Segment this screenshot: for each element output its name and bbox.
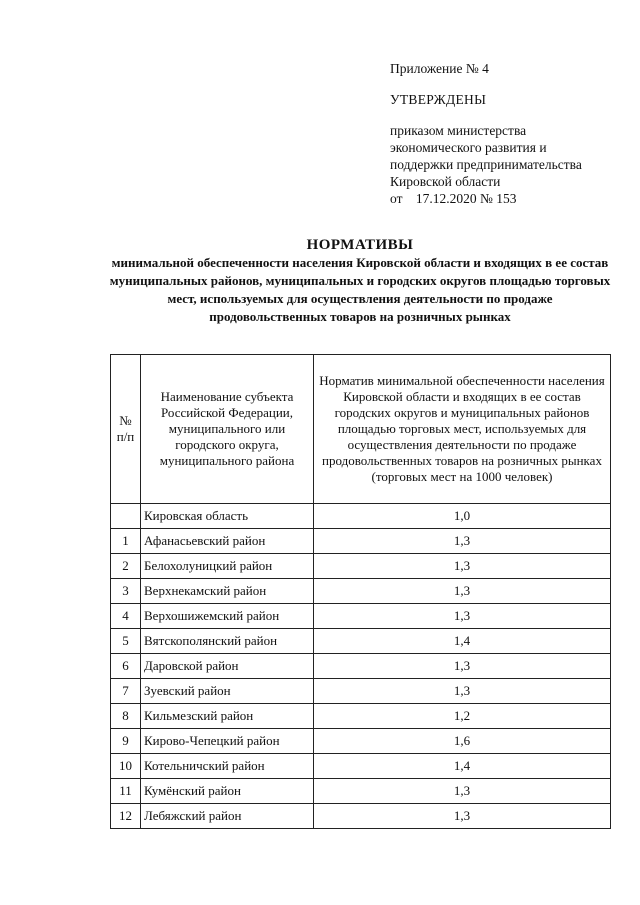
order-line: экономического развития и <box>390 140 547 155</box>
table-row <box>111 629 611 654</box>
row-value: 1,3 <box>314 804 611 829</box>
order-line: приказом министерства <box>390 123 527 138</box>
row-name: Верхнекамский район <box>141 579 314 604</box>
row-name: Котельничский район <box>141 754 314 779</box>
row-number: 9 <box>111 729 141 754</box>
approved-heading: УТВЕРЖДЕНЫ <box>390 92 487 107</box>
row-number: 1 <box>111 529 141 554</box>
row-value: 1,3 <box>314 604 611 629</box>
row-name: Белохолуницкий район <box>141 554 314 579</box>
row-value: 1,3 <box>314 579 611 604</box>
table-row <box>111 729 611 754</box>
appendix-number: Приложение № 4 <box>390 61 489 76</box>
row-value: 1,3 <box>314 529 611 554</box>
table-row <box>111 654 611 679</box>
order-date-prefix: от <box>390 191 403 206</box>
order-line: Кировской области <box>390 174 501 189</box>
order-line: поддержки предпринимательства <box>390 157 582 172</box>
row-number: 3 <box>111 579 141 604</box>
row-name: Афанасьевский район <box>141 529 314 554</box>
document-title <box>108 236 612 326</box>
row-value: 1,3 <box>314 554 611 579</box>
row-name: Кирово-Чепецкий район <box>141 729 314 754</box>
row-value: 1,3 <box>314 654 611 679</box>
row-number: 11 <box>111 779 141 804</box>
title-main: НОРМАТИВЫ <box>306 237 414 253</box>
row-name: Верхошижемский район <box>141 604 314 629</box>
row-number: 4 <box>111 604 141 629</box>
table-row <box>111 529 611 554</box>
table-row <box>111 604 611 629</box>
row-value: 1,3 <box>314 779 611 804</box>
approval-block <box>390 60 630 207</box>
table-row <box>111 579 611 604</box>
order-date: 17.12.2020 № 153 <box>415 191 517 206</box>
row-value: 1,6 <box>314 729 611 754</box>
table-row <box>111 554 611 579</box>
row-name: Зуевский район <box>141 679 314 704</box>
header-norm: Норматив минимальной обеспеченности населения Кировской области и входящих в ее состав городских округов и муниципальных районов площадью торговых мест, используемых для осуществления деятельности по продаже продовольственных товаров на розничных рынках (торговых мест на 1000 человек) <box>314 355 611 504</box>
row-name: Даровской район <box>141 654 314 679</box>
header-number: № п/п <box>111 355 141 504</box>
row-value: 1,2 <box>314 704 611 729</box>
order-date-line <box>390 190 630 207</box>
table-row <box>111 504 611 529</box>
table-row <box>111 704 611 729</box>
row-name: Кумёнский район <box>141 779 314 804</box>
row-value: 1,4 <box>314 629 611 654</box>
header-name: Наименование субъекта Российской Федерации, муниципального или городского округа, муниципального района <box>141 355 314 504</box>
row-name: Вятскополянский район <box>141 629 314 654</box>
row-number: 8 <box>111 704 141 729</box>
row-number <box>111 504 141 529</box>
norms-table <box>110 354 611 829</box>
row-name: Кильмезский район <box>141 704 314 729</box>
row-value: 1,3 <box>314 679 611 704</box>
table-row <box>111 754 611 779</box>
row-name: Лебяжский район <box>141 804 314 829</box>
row-number: 2 <box>111 554 141 579</box>
row-number: 10 <box>111 754 141 779</box>
title-subtitle: минимальной обеспеченности населения Кировской области и входящих в ее состав муниципальных районов, муниципальных и городских округов площадью торговых мест, используемых для осуществления деятельности по продаже продовольственных товаров на розничных рынках <box>109 255 611 324</box>
table-row <box>111 779 611 804</box>
row-number: 7 <box>111 679 141 704</box>
table-row <box>111 804 611 829</box>
row-value: 1,0 <box>314 504 611 529</box>
row-number: 6 <box>111 654 141 679</box>
row-name: Кировская область <box>141 504 314 529</box>
row-number: 12 <box>111 804 141 829</box>
table-header-row <box>111 355 611 504</box>
table-row <box>111 679 611 704</box>
row-number: 5 <box>111 629 141 654</box>
row-value: 1,4 <box>314 754 611 779</box>
